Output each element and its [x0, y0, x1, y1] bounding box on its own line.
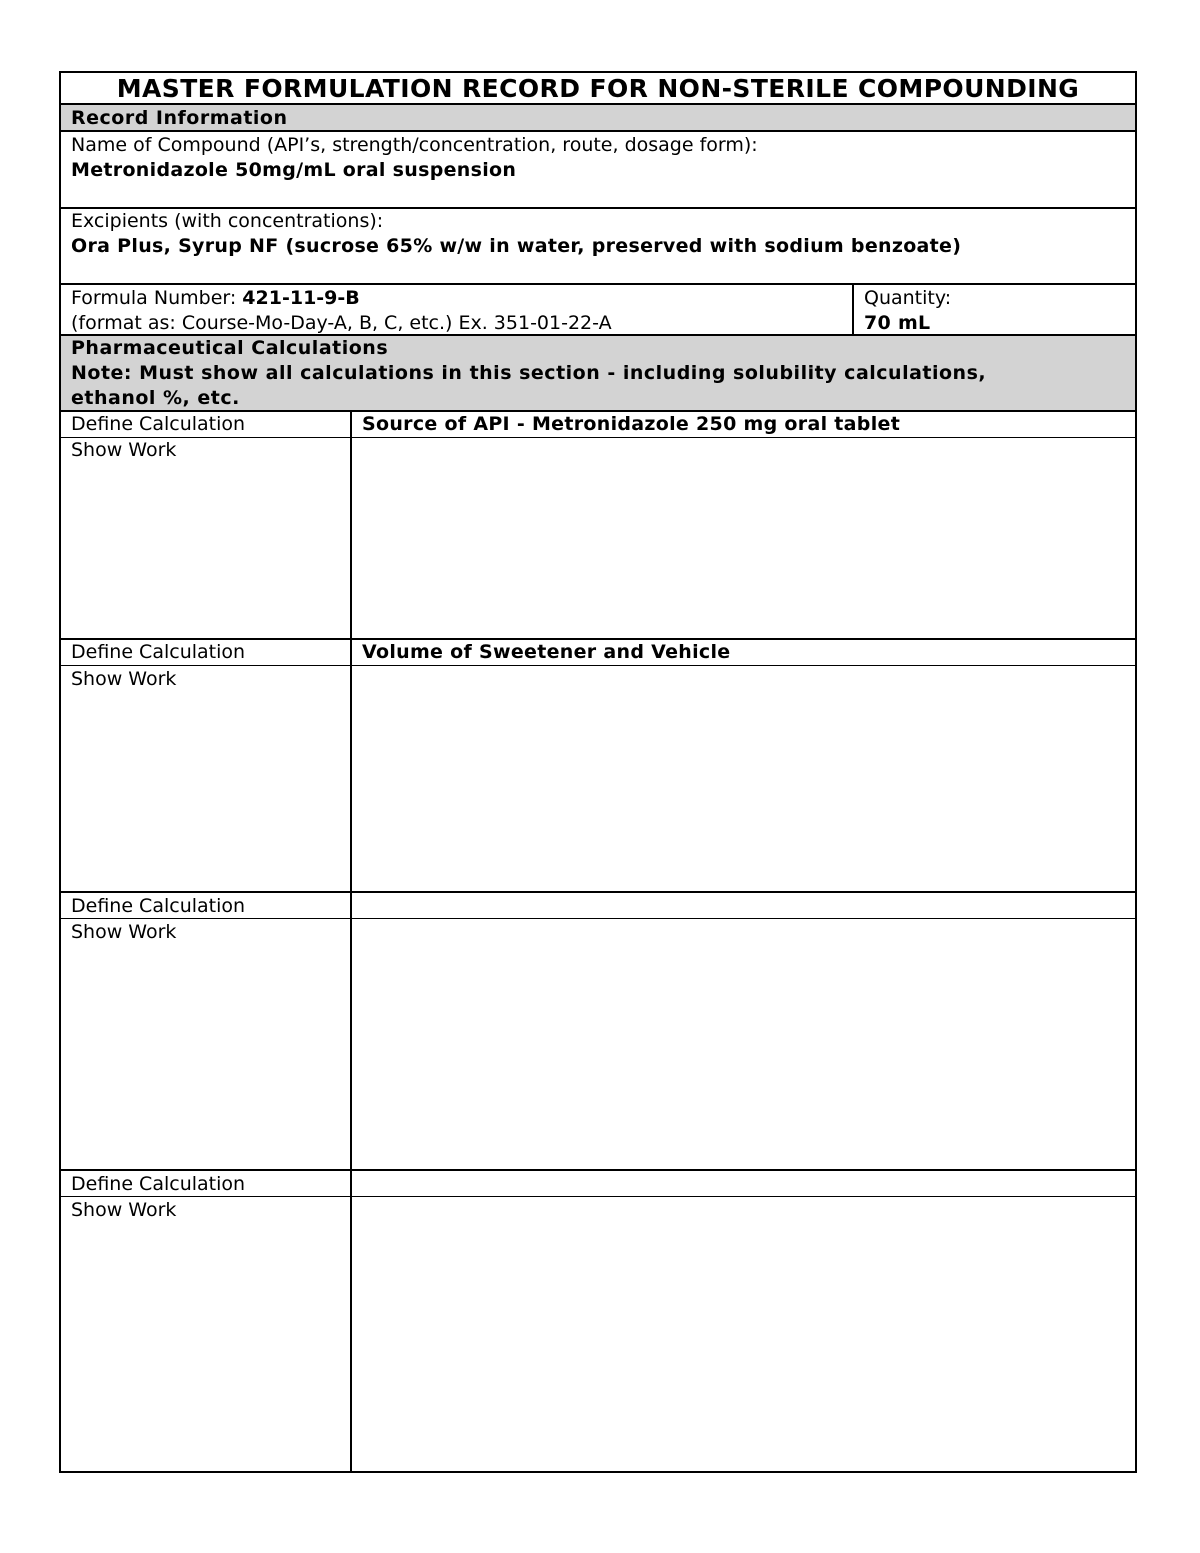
show-work-label: Show Work [71, 439, 177, 461]
divider [852, 284, 854, 335]
divider [61, 665, 1135, 666]
show-work-label: Show Work [71, 668, 177, 690]
define-calculation-label: Define Calculation [71, 1173, 246, 1195]
form-title: MASTER FORMULATION RECORD FOR NON-STERILE COMPOUNDING [116, 74, 1080, 103]
divider [350, 411, 352, 1471]
excipients-value[interactable]: Ora Plus, Syrup NF (sucrose 65% w/w in water, preserved with sodium benzoate) [71, 235, 962, 257]
master-formulation-form [59, 71, 1137, 1473]
formula-number-field[interactable] [71, 286, 360, 310]
show-work-area[interactable] [353, 1198, 1135, 1471]
show-work-area[interactable] [353, 920, 1135, 1168]
calculation-title-field[interactable]: Source of API - Metronidazole 250 mg oral tablet [362, 413, 901, 435]
calculations-note-line-1: Note: Must show all calculations in this section - including solubility calculations, [71, 362, 987, 384]
divider [61, 130, 1135, 132]
quantity-value[interactable]: 70 mL [864, 312, 931, 334]
compound-label: Name of Compound (API’s, strength/concentration, route, dosage form): [71, 134, 758, 156]
define-calculation-label: Define Calculation [71, 895, 246, 917]
excipients-label: Excipients (with concentrations): [71, 210, 384, 232]
formula-format-hint: (format as: Course-Mo-Day-A, B, C, etc.) Ex. 351-01-22-A [71, 312, 612, 334]
divider [61, 1169, 1135, 1171]
formula-number-label: Formula Number: [71, 287, 243, 309]
divider [61, 437, 1135, 438]
divider [61, 891, 1135, 893]
define-calculation-label: Define Calculation [71, 641, 246, 663]
show-work-label: Show Work [71, 921, 177, 943]
compound-value[interactable]: Metronidazole 50mg/mL oral suspension [71, 159, 517, 181]
divider [61, 1196, 1135, 1197]
record-information-header [61, 105, 1135, 131]
calculation-title-field[interactable]: Volume of Sweetener and Vehicle [362, 641, 731, 663]
quantity-label: Quantity: [864, 287, 952, 309]
define-calculation-label: Define Calculation [71, 413, 246, 435]
pharmaceutical-calculations-header [61, 336, 1135, 410]
show-work-area[interactable] [353, 667, 1135, 890]
divider [61, 283, 1135, 285]
record-information-heading: Record Information [71, 107, 288, 129]
show-work-label: Show Work [71, 1199, 177, 1221]
show-work-area[interactable] [353, 439, 1135, 637]
calculations-note-line-2: ethanol %, etc. [71, 387, 240, 409]
divider [61, 918, 1135, 919]
pharmaceutical-calculations-heading: Pharmaceutical Calculations [71, 337, 389, 359]
formula-number-value: 421-11-9-B [242, 287, 360, 309]
